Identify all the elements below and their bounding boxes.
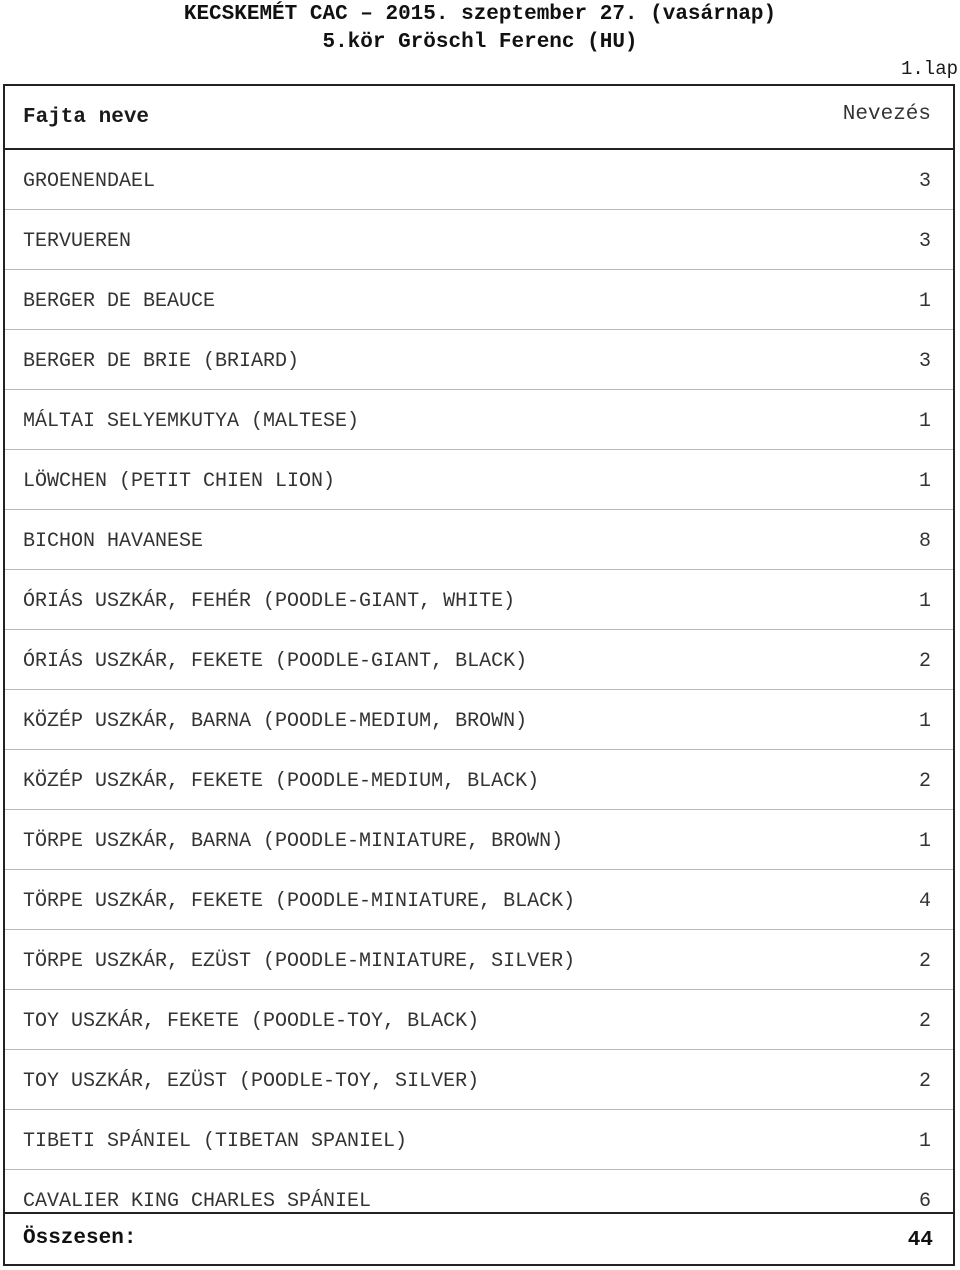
table-header (5, 86, 953, 150)
entry-count: 2 (918, 1010, 931, 1033)
header-breed-name: Fajta neve (23, 106, 150, 129)
breed-name: MÁLTAI SELYEMKUTYA (MALTESE) (23, 410, 360, 433)
document-subtitle: 5.kör Gröschl Ferenc (HU) (322, 31, 638, 54)
entry-count: 1 (918, 590, 931, 613)
entry-count: 4 (918, 890, 931, 913)
breed-name: TOY USZKÁR, EZÜST (POODLE-TOY, SILVER) (23, 1070, 480, 1093)
breed-name: ÓRIÁS USZKÁR, FEKETE (POODLE-GIANT, BLACK) (23, 650, 528, 673)
header-entry-count: Nevezés (842, 103, 931, 126)
table-row (5, 390, 953, 450)
entry-count: 1 (918, 470, 931, 493)
table-row (5, 270, 953, 330)
entry-count: 1 (918, 410, 931, 433)
breed-name: TÖRPE USZKÁR, EZÜST (POODLE-MINIATURE, SILVER) (23, 950, 576, 973)
table-row (5, 150, 953, 210)
entry-count: 1 (918, 830, 931, 853)
entry-count: 6 (918, 1190, 931, 1213)
table-row (5, 690, 953, 750)
breed-name: BERGER DE BRIE (BRIARD) (23, 350, 300, 373)
breed-name: ÓRIÁS USZKÁR, FEHÉR (POODLE-GIANT, WHITE) (23, 590, 516, 613)
entries-table (3, 84, 955, 1266)
entry-count: 2 (918, 1070, 931, 1093)
breed-name: TERVUEREN (23, 230, 132, 253)
breed-name: GROENENDAEL (23, 170, 156, 193)
entry-count: 2 (918, 950, 931, 973)
breed-name: CAVALIER KING CHARLES SPÁNIEL (23, 1190, 372, 1213)
table-row (5, 750, 953, 810)
entry-count: 2 (918, 650, 931, 673)
table-row (5, 810, 953, 870)
document-title: KECSKEMÉT CAC – 2015. szeptember 27. (vasárnap) (183, 3, 777, 26)
breed-name: KÖZÉP USZKÁR, BARNA (POODLE-MEDIUM, BROWN) (23, 710, 528, 733)
breed-name: BICHON HAVANESE (23, 530, 204, 553)
breed-name: KÖZÉP USZKÁR, FEKETE (POODLE-MEDIUM, BLACK) (23, 770, 540, 793)
table-row (5, 870, 953, 930)
table-row (5, 450, 953, 510)
table-row (5, 1110, 953, 1170)
table-row (5, 630, 953, 690)
breed-name: TOY USZKÁR, FEKETE (POODLE-TOY, BLACK) (23, 1010, 480, 1033)
entry-count: 1 (918, 1130, 931, 1153)
breed-name: TÖRPE USZKÁR, FEKETE (POODLE-MINIATURE, BLACK) (23, 890, 576, 913)
table-row (5, 990, 953, 1050)
breed-name: TIBETI SPÁNIEL (TIBETAN SPANIEL) (23, 1130, 408, 1153)
entry-count: 3 (918, 170, 931, 193)
entry-count: 1 (918, 710, 931, 733)
breed-name: TÖRPE USZKÁR, BARNA (POODLE-MINIATURE, BROWN) (23, 830, 564, 853)
total-label: Összesen: (23, 1227, 137, 1250)
table-row (5, 330, 953, 390)
page-number: 1.lap (900, 58, 958, 80)
breed-name: BERGER DE BEAUCE (23, 290, 216, 313)
table-row (5, 210, 953, 270)
total-value: 44 (907, 1229, 933, 1252)
entry-count: 3 (918, 230, 931, 253)
table-row (5, 510, 953, 570)
entry-count: 1 (918, 290, 931, 313)
entry-count: 2 (918, 770, 931, 793)
table-row (5, 1050, 953, 1110)
total-row (5, 1212, 953, 1264)
breed-name: LÖWCHEN (PETIT CHIEN LION) (23, 470, 336, 493)
entry-count: 8 (918, 530, 931, 553)
table-row (5, 930, 953, 990)
entry-count: 3 (918, 350, 931, 373)
table-row (5, 570, 953, 630)
